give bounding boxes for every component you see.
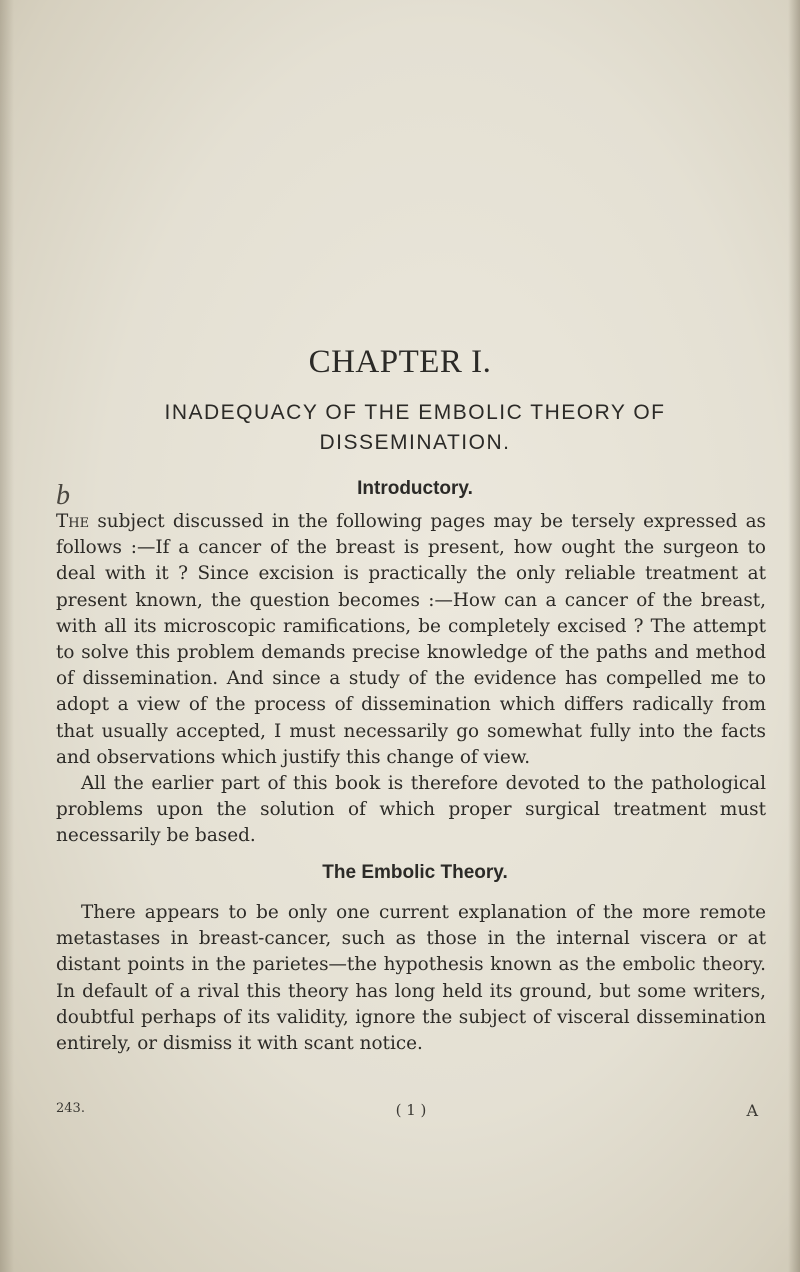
- chapter-title: CHAPTER I.: [308, 344, 492, 380]
- drop-word: The: [56, 511, 90, 532]
- page-shadow-left: [0, 0, 14, 1272]
- page-footer: [56, 1101, 766, 1125]
- chapter-heading-line-2: DISSEMINATION.: [319, 431, 511, 454]
- paragraph-embolic-theory-1: There appears to be only one current explanation of the more remote metastases in breast-cancer, such as those in the internal viscera or at distant points in the parietes—the hypothesis known as the embolic theory. In default of a rival this theory has long held its ground, but some writers, doubtful perhaps of its validity, ignore the subject of visceral dissemination entirely, or dismiss it with scant notice.: [56, 902, 766, 1055]
- section-heading-introductory: Introductory.: [357, 478, 473, 499]
- paragraph-introductory-1: [56, 509, 766, 771]
- paragraph-introductory-2: All the earlier part of this book is therefore devoted to the pathological problems upon the solution of which proper surgical treatment must necessarily be based.: [56, 773, 766, 847]
- handwritten-margin-mark: b: [56, 480, 70, 511]
- chapter-heading-line-1: INADEQUACY OF THE EMBOLIC THEORY OF: [164, 401, 666, 424]
- section-heading-embolic-theory: The Embolic Theory.: [322, 862, 508, 883]
- signature-number: 243.: [56, 1101, 85, 1116]
- chapter-heading: [90, 398, 740, 458]
- signature-letter: A: [746, 1101, 758, 1120]
- paragraph-text: subject discussed in the following pages may be tersely expressed as follows :—If a cancer of the breast is present, how ought the surgeon to deal with it ? Since excision is practically the only reliable treatment at present known, the question becomes :—How can a cancer of the breast, with all its microscopic ramifications, be completely excised ? The attempt to solve this problem demands precise knowledge of the paths and method of dissemination. And since a study of the evidence has compelled me to adopt a view of the process of dissemination which differs radically from that usually accepted, I must necessarily go somewhat fully into the facts and observations which justify this change of view.: [56, 511, 766, 768]
- page-number: ( 1 ): [395, 1101, 427, 1119]
- page-shadow-right: [788, 0, 800, 1272]
